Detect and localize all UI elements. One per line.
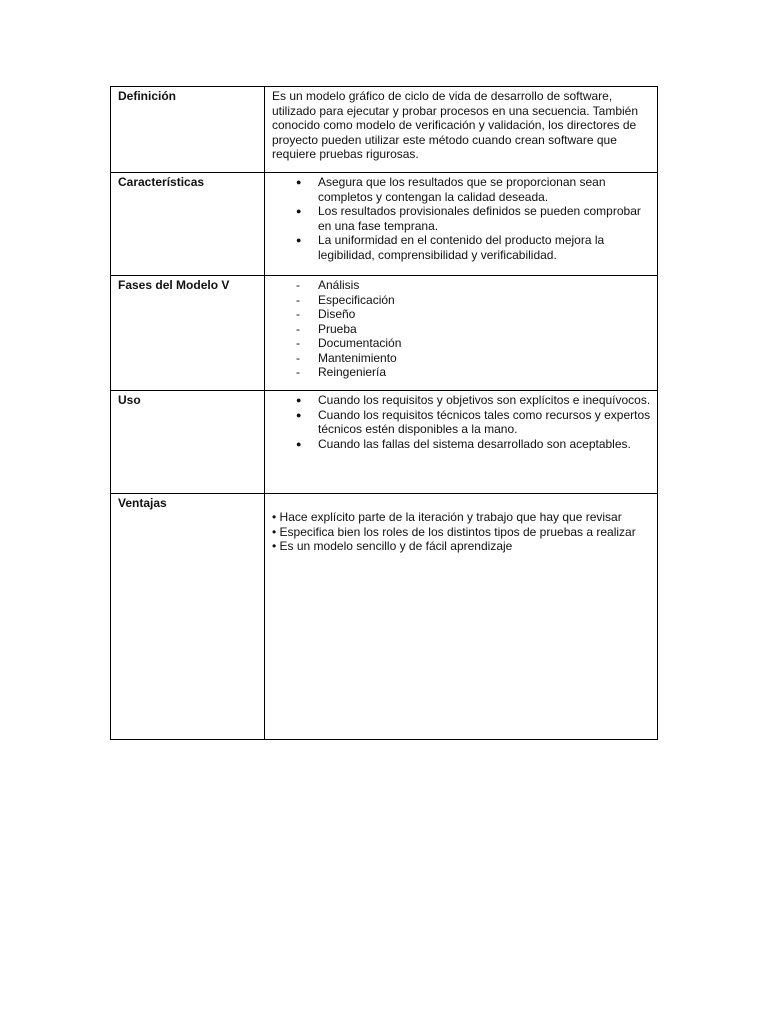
list-item bbox=[272, 336, 651, 351]
list-item: • Especifica bien los roles de los distintos tipos de pruebas a realizar bbox=[272, 524, 636, 539]
label-caracteristicas: Características bbox=[111, 173, 265, 276]
row-ventajas bbox=[111, 494, 658, 740]
uso-list bbox=[272, 393, 651, 451]
list-item-text: Diseño bbox=[318, 307, 356, 321]
list-item-text: Documentación bbox=[318, 336, 402, 350]
bullet-icon: ● bbox=[296, 206, 302, 216]
dash-marker: - bbox=[296, 336, 300, 350]
row-fases bbox=[111, 276, 658, 391]
list-item-text: Cuando las fallas del sistema desarrollado son aceptables. bbox=[318, 436, 631, 451]
label-uso: Uso bbox=[111, 391, 265, 494]
list-item-text: Asegura que los resultados que se proporcionan sean completos y contengan la calidad deseada. bbox=[318, 175, 606, 204]
dash-marker: - bbox=[296, 278, 300, 292]
list-item bbox=[272, 365, 651, 380]
list-item-text: Los resultados provisionales definidos se pueden comprobar en una fase temprana. bbox=[318, 204, 641, 233]
list-item-text: La uniformidad en el contenido del producto mejora la legibilidad, comprensibilidad y verificabilidad. bbox=[318, 233, 605, 262]
model-v-table bbox=[110, 86, 658, 740]
list-item bbox=[272, 408, 651, 437]
definicion-text: Es un modelo gráfico de ciclo de vida de desarrollo de software, utilizado para ejecutar y probar procesos en una secuencia. También conocido como modelo de verificación y validación, los directores de proyecto pueden utilizar este método cuando crean software que requiere pruebas rigurosas. bbox=[272, 89, 638, 161]
list-item: • Hace explícito parte de la iteración y trabajo que hay que revisar bbox=[272, 510, 622, 524]
list-item-text: Análisis bbox=[318, 278, 360, 292]
list-item bbox=[272, 351, 651, 366]
bullet-icon: ● bbox=[296, 409, 302, 420]
row-uso bbox=[111, 391, 658, 494]
dash-marker: - bbox=[296, 350, 300, 365]
ventajas-list bbox=[272, 496, 651, 554]
list-item-text: Mantenimiento bbox=[318, 350, 397, 365]
list-item-text: Prueba bbox=[318, 321, 357, 336]
dash-marker: - bbox=[296, 321, 300, 336]
value-caracteristicas bbox=[265, 173, 658, 276]
list-item bbox=[272, 393, 651, 408]
value-ventajas bbox=[265, 494, 658, 740]
bullet-icon: ● bbox=[296, 438, 302, 449]
bullet-icon: ● bbox=[296, 235, 302, 245]
list-item-text: Cuando los requisitos técnicos tales como recursos y expertos técnicos estén disponibles a la mano. bbox=[318, 407, 651, 436]
value-definicion bbox=[265, 87, 658, 173]
label-ventajas: Ventajas bbox=[111, 494, 265, 740]
list-item: • Es un modelo sencillo y de fácil aprendizaje bbox=[272, 539, 513, 553]
list-item bbox=[272, 233, 651, 262]
label-definicion: Definición bbox=[111, 87, 265, 173]
list-item bbox=[272, 175, 651, 204]
dash-marker: - bbox=[296, 292, 300, 307]
list-item-text: Cuando los requisitos y objetivos son explícitos e inequívocos. bbox=[318, 393, 651, 407]
caracteristicas-list bbox=[272, 175, 651, 262]
list-item bbox=[272, 322, 651, 337]
bullet-icon: ● bbox=[296, 395, 302, 405]
dash-marker: - bbox=[296, 307, 300, 321]
list-item bbox=[272, 278, 651, 293]
row-caracteristicas bbox=[111, 173, 658, 276]
list-item bbox=[272, 293, 651, 308]
dash-marker: - bbox=[296, 365, 300, 379]
label-fases: Fases del Modelo V bbox=[111, 276, 265, 391]
list-item bbox=[272, 204, 651, 233]
fases-list bbox=[272, 278, 651, 380]
list-item bbox=[272, 437, 651, 452]
value-fases bbox=[265, 276, 658, 391]
bullet-icon: ● bbox=[296, 177, 302, 187]
row-definicion bbox=[111, 87, 658, 173]
list-item-text: Especificación bbox=[318, 292, 395, 307]
value-uso bbox=[265, 391, 658, 494]
list-item bbox=[272, 307, 651, 322]
list-item-text: Reingeniería bbox=[318, 365, 387, 379]
